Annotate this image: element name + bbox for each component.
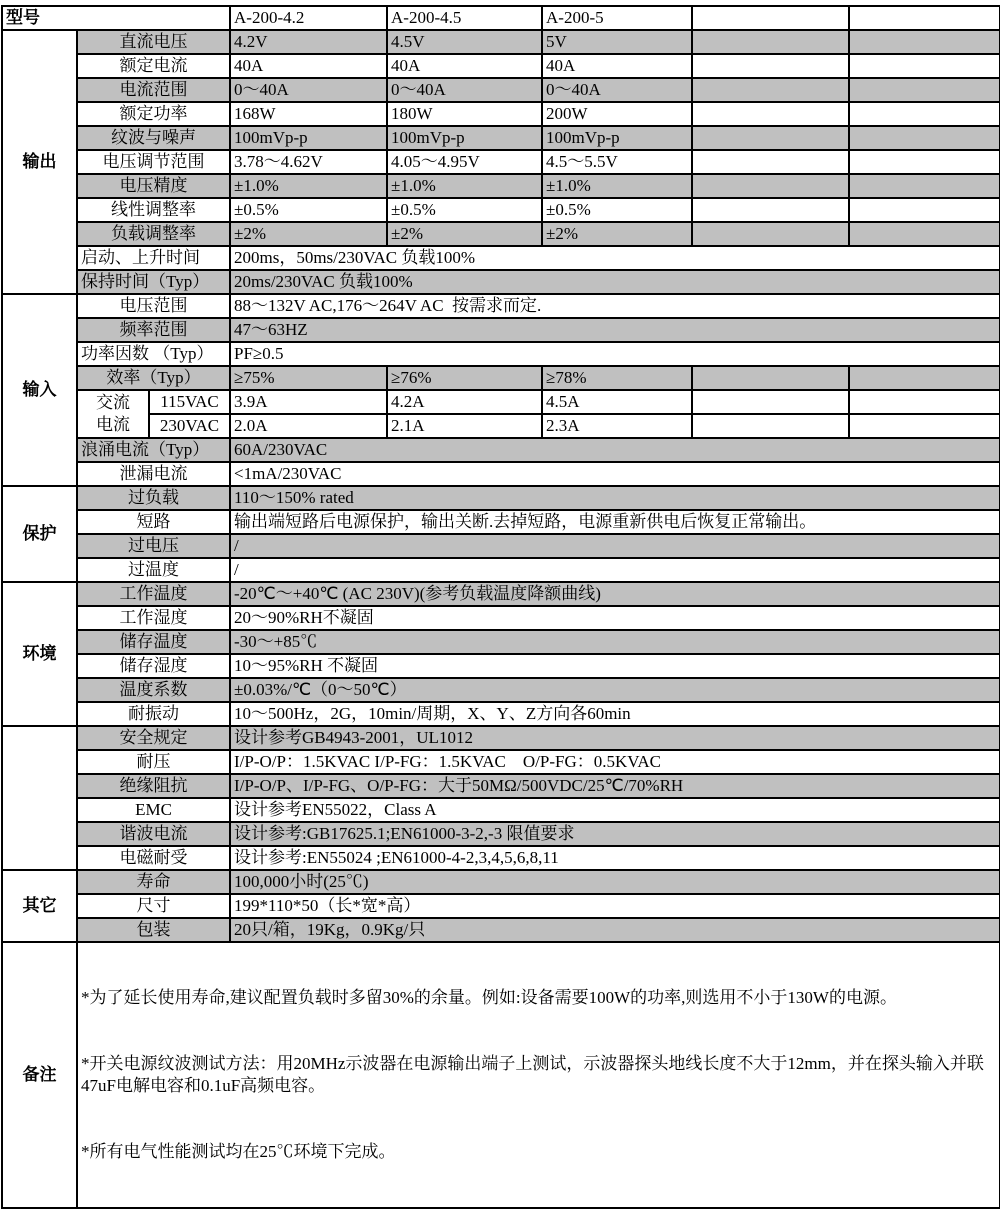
section-label-protection: 保护 bbox=[2, 486, 77, 582]
table-row bbox=[2, 918, 1000, 942]
table-row bbox=[2, 318, 1000, 342]
row-label: 浪涌电流（Typ） bbox=[77, 438, 230, 462]
table-row bbox=[2, 174, 1000, 198]
empty-cell bbox=[692, 30, 849, 54]
row-value: 设计参考:GB17625.1;EN61000-3-2,-3 限值要求 bbox=[230, 822, 1000, 846]
empty-cell bbox=[692, 150, 849, 174]
row-value: 0～40A bbox=[542, 78, 692, 102]
table-row bbox=[2, 462, 1000, 486]
row-value: 0～40A bbox=[230, 78, 387, 102]
row-label: 电流范围 bbox=[77, 78, 230, 102]
table-row bbox=[2, 414, 1000, 438]
row-value: 100mVp-p bbox=[387, 126, 542, 150]
row-value: 2.1A bbox=[387, 414, 542, 438]
empty-cell bbox=[692, 6, 849, 30]
table-row bbox=[2, 774, 1000, 798]
row-label: 线性调整率 bbox=[77, 198, 230, 222]
row-label: 短路 bbox=[77, 510, 230, 534]
section-label-output: 输出 bbox=[2, 30, 77, 294]
row-value: 88～132V AC,176～264V AC 按需求而定. bbox=[230, 294, 1000, 318]
row-value: PF≥0.5 bbox=[230, 342, 1000, 366]
empty-cell bbox=[692, 198, 849, 222]
row-value: 4.5V bbox=[387, 30, 542, 54]
ac-label-top: 交流 bbox=[96, 393, 130, 412]
row-value: 0～40A bbox=[387, 78, 542, 102]
remark-note: *所有电气性能测试均在25℃环境下完成。 bbox=[81, 1142, 396, 1161]
section-label-other: 其它 bbox=[2, 870, 77, 942]
row-value: ≥76% bbox=[387, 366, 542, 390]
empty-cell bbox=[849, 366, 1000, 390]
row-label: 电压精度 bbox=[77, 174, 230, 198]
table-row bbox=[2, 222, 1000, 246]
row-label: 泄漏电流 bbox=[77, 462, 230, 486]
table-row bbox=[2, 54, 1000, 78]
row-label: 储存温度 bbox=[77, 630, 230, 654]
power-supply-spec-table bbox=[1, 5, 1000, 1209]
row-value: ≥75% bbox=[230, 366, 387, 390]
row-value: 4.2A bbox=[387, 390, 542, 414]
row-value: ±0.03%/℃（0～50℃） bbox=[230, 678, 1000, 702]
row-label: 过温度 bbox=[77, 558, 230, 582]
empty-cell bbox=[849, 150, 1000, 174]
row-value: 4.2V bbox=[230, 30, 387, 54]
row-label: 安全规定 bbox=[77, 726, 230, 750]
remark-content bbox=[77, 942, 1000, 1208]
row-value: ±1.0% bbox=[387, 174, 542, 198]
row-value: ±1.0% bbox=[230, 174, 387, 198]
empty-cell bbox=[692, 390, 849, 414]
row-value: 20只/箱，19Kg，0.9Kg/只 bbox=[230, 918, 1000, 942]
table-row bbox=[2, 198, 1000, 222]
empty-cell bbox=[692, 54, 849, 78]
row-value: 100,000小时(25℃) bbox=[230, 870, 1000, 894]
table-row bbox=[2, 558, 1000, 582]
empty-cell bbox=[692, 366, 849, 390]
empty-cell bbox=[692, 126, 849, 150]
row-value: 40A bbox=[230, 54, 387, 78]
table-row bbox=[2, 870, 1000, 894]
row-value: / bbox=[230, 558, 1000, 582]
row-label: 保持时间（Typ） bbox=[77, 270, 230, 294]
row-value: 20ms/230VAC 负载100% bbox=[230, 270, 1000, 294]
row-label: 过负载 bbox=[77, 486, 230, 510]
empty-cell bbox=[849, 414, 1000, 438]
row-value: 40A bbox=[542, 54, 692, 78]
empty-cell bbox=[849, 78, 1000, 102]
row-label: 启动、上升时间 bbox=[77, 246, 230, 270]
table-row bbox=[2, 246, 1000, 270]
row-label: 工作湿度 bbox=[77, 606, 230, 630]
table-row bbox=[2, 78, 1000, 102]
table-row bbox=[2, 30, 1000, 54]
table-row bbox=[2, 750, 1000, 774]
table-row bbox=[2, 630, 1000, 654]
row-label: 功率因数 （Typ） bbox=[77, 342, 230, 366]
row-value: 5V bbox=[542, 30, 692, 54]
row-label: 谐波电流 bbox=[77, 822, 230, 846]
row-label: EMC bbox=[77, 798, 230, 822]
row-value: ±2% bbox=[230, 222, 387, 246]
row-value: -20℃～+40℃ (AC 230V)(参考负载温度降额曲线) bbox=[230, 582, 1000, 606]
empty-cell bbox=[849, 222, 1000, 246]
row-value: 输出端短路后电源保护，输出关断.去掉短路，电源重新供电后恢复正常输出。 bbox=[230, 510, 1000, 534]
row-value: 200ms，50ms/230VAC 负载100% bbox=[230, 246, 1000, 270]
table-row bbox=[2, 822, 1000, 846]
row-label: 额定电流 bbox=[77, 54, 230, 78]
row-label: 纹波与噪声 bbox=[77, 126, 230, 150]
table-row bbox=[2, 102, 1000, 126]
empty-cell bbox=[849, 198, 1000, 222]
row-value: 10～500Hz，2G，10min/周期，X、Y、Z方向各60min bbox=[230, 702, 1000, 726]
empty-cell bbox=[692, 78, 849, 102]
empty-cell bbox=[692, 222, 849, 246]
row-value: 2.0A bbox=[230, 414, 387, 438]
empty-cell bbox=[849, 30, 1000, 54]
row-label: 工作温度 bbox=[77, 582, 230, 606]
row-value: 4.5A bbox=[542, 390, 692, 414]
row-label: 过电压 bbox=[77, 534, 230, 558]
table-row bbox=[2, 846, 1000, 870]
remark-row bbox=[2, 942, 1000, 1208]
row-value: 2.3A bbox=[542, 414, 692, 438]
row-label: 耐振动 bbox=[77, 702, 230, 726]
section-label-environment: 环境 bbox=[2, 582, 77, 726]
row-value: 200W bbox=[542, 102, 692, 126]
table-row bbox=[2, 150, 1000, 174]
row-value: ±0.5% bbox=[230, 198, 387, 222]
model-row bbox=[2, 6, 1000, 30]
table-row bbox=[2, 678, 1000, 702]
row-value: 3.78～4.62V bbox=[230, 150, 387, 174]
remark-note: *为了延长使用寿命,建议配置负载时多留30%的余量。例如:设备需要100W的功率,则选用不小于130W的电源。 bbox=[81, 988, 897, 1007]
model-header: 型号 bbox=[2, 6, 230, 30]
table-row bbox=[2, 366, 1000, 390]
table-row bbox=[2, 654, 1000, 678]
row-value: I/P-O/P、I/P-FG、O/P-FG：大于50MΩ/500VDC/25℃/70%RH bbox=[230, 774, 1000, 798]
empty-cell bbox=[849, 390, 1000, 414]
row-value: ±1.0% bbox=[542, 174, 692, 198]
row-value: 设计参考:EN55024 ;EN61000-4-2,3,4,5,6,8,11 bbox=[230, 846, 1000, 870]
model-value: A-200-4.5 bbox=[387, 6, 542, 30]
row-label: 额定功率 bbox=[77, 102, 230, 126]
table-row bbox=[2, 510, 1000, 534]
row-value: 180W bbox=[387, 102, 542, 126]
empty-cell bbox=[849, 174, 1000, 198]
row-label: 电磁耐受 bbox=[77, 846, 230, 870]
row-value: 40A bbox=[387, 54, 542, 78]
table-row bbox=[2, 342, 1000, 366]
empty-cell bbox=[849, 126, 1000, 150]
row-label: 绝缘阻抗 bbox=[77, 774, 230, 798]
row-value: 3.9A bbox=[230, 390, 387, 414]
table-row bbox=[2, 534, 1000, 558]
row-label: 温度系数 bbox=[77, 678, 230, 702]
table-row bbox=[2, 726, 1000, 750]
row-label: 包装 bbox=[77, 918, 230, 942]
row-sublabel: 230VAC bbox=[149, 414, 230, 438]
row-label: 尺寸 bbox=[77, 894, 230, 918]
table-row bbox=[2, 294, 1000, 318]
row-sublabel: 115VAC bbox=[149, 390, 230, 414]
section-label-safety-empty bbox=[2, 726, 77, 870]
table-row bbox=[2, 606, 1000, 630]
table-row bbox=[2, 126, 1000, 150]
row-value: <1mA/230VAC bbox=[230, 462, 1000, 486]
table-row bbox=[2, 798, 1000, 822]
table-row bbox=[2, 582, 1000, 606]
model-value: A-200-5 bbox=[542, 6, 692, 30]
row-label: 电压范围 bbox=[77, 294, 230, 318]
row-label: 频率范围 bbox=[77, 318, 230, 342]
row-label-ac-current bbox=[77, 390, 149, 438]
row-value: ±0.5% bbox=[542, 198, 692, 222]
row-value: 4.5～5.5V bbox=[542, 150, 692, 174]
empty-cell bbox=[849, 54, 1000, 78]
row-label: 效率（Typ） bbox=[77, 366, 230, 390]
row-label: 耐压 bbox=[77, 750, 230, 774]
row-value: 60A/230VAC bbox=[230, 438, 1000, 462]
row-label: 寿命 bbox=[77, 870, 230, 894]
row-value: / bbox=[230, 534, 1000, 558]
row-value: 47～63HZ bbox=[230, 318, 1000, 342]
row-label: 直流电压 bbox=[77, 30, 230, 54]
model-value: A-200-4.2 bbox=[230, 6, 387, 30]
row-value: ≥78% bbox=[542, 366, 692, 390]
table-row bbox=[2, 270, 1000, 294]
row-value: ±0.5% bbox=[387, 198, 542, 222]
row-value: 20～90%RH不凝固 bbox=[230, 606, 1000, 630]
row-value: 199*110*50（长*宽*高） bbox=[230, 894, 1000, 918]
row-value: 110～150% rated bbox=[230, 486, 1000, 510]
row-value: -30～+85℃ bbox=[230, 630, 1000, 654]
table-row bbox=[2, 486, 1000, 510]
table-row bbox=[2, 438, 1000, 462]
row-value: 100mVp-p bbox=[230, 126, 387, 150]
table-row bbox=[2, 894, 1000, 918]
empty-cell bbox=[692, 102, 849, 126]
row-label: 电压调节范围 bbox=[77, 150, 230, 174]
remark-note: *开关电源纹波测试方法：用20MHz示波器在电源输出端子上测试，示波器探头地线长度不大于12mm，并在探头输入并联47uF电解电容和0.1uF高频电容。 bbox=[81, 1054, 984, 1095]
table-row bbox=[2, 390, 1000, 414]
row-label: 负载调整率 bbox=[77, 222, 230, 246]
empty-cell bbox=[692, 174, 849, 198]
section-label-remark: 备注 bbox=[2, 942, 77, 1208]
row-value: ±2% bbox=[542, 222, 692, 246]
ac-label-bottom: 电流 bbox=[96, 415, 130, 434]
row-label: 储存湿度 bbox=[77, 654, 230, 678]
empty-cell bbox=[692, 414, 849, 438]
row-value: I/P-O/P：1.5KVAC I/P-FG：1.5KVAC O/P-FG：0.5KVAC bbox=[230, 750, 1000, 774]
row-value: 4.05～4.95V bbox=[387, 150, 542, 174]
row-value: ±2% bbox=[387, 222, 542, 246]
row-value: 设计参考GB4943-2001，UL1012 bbox=[230, 726, 1000, 750]
row-value: 10～95%RH 不凝固 bbox=[230, 654, 1000, 678]
table-row bbox=[2, 702, 1000, 726]
empty-cell bbox=[849, 6, 1000, 30]
empty-cell bbox=[849, 102, 1000, 126]
section-label-input: 输入 bbox=[2, 294, 77, 486]
row-value: 168W bbox=[230, 102, 387, 126]
row-value: 设计参考EN55022，Class A bbox=[230, 798, 1000, 822]
row-value: 100mVp-p bbox=[542, 126, 692, 150]
